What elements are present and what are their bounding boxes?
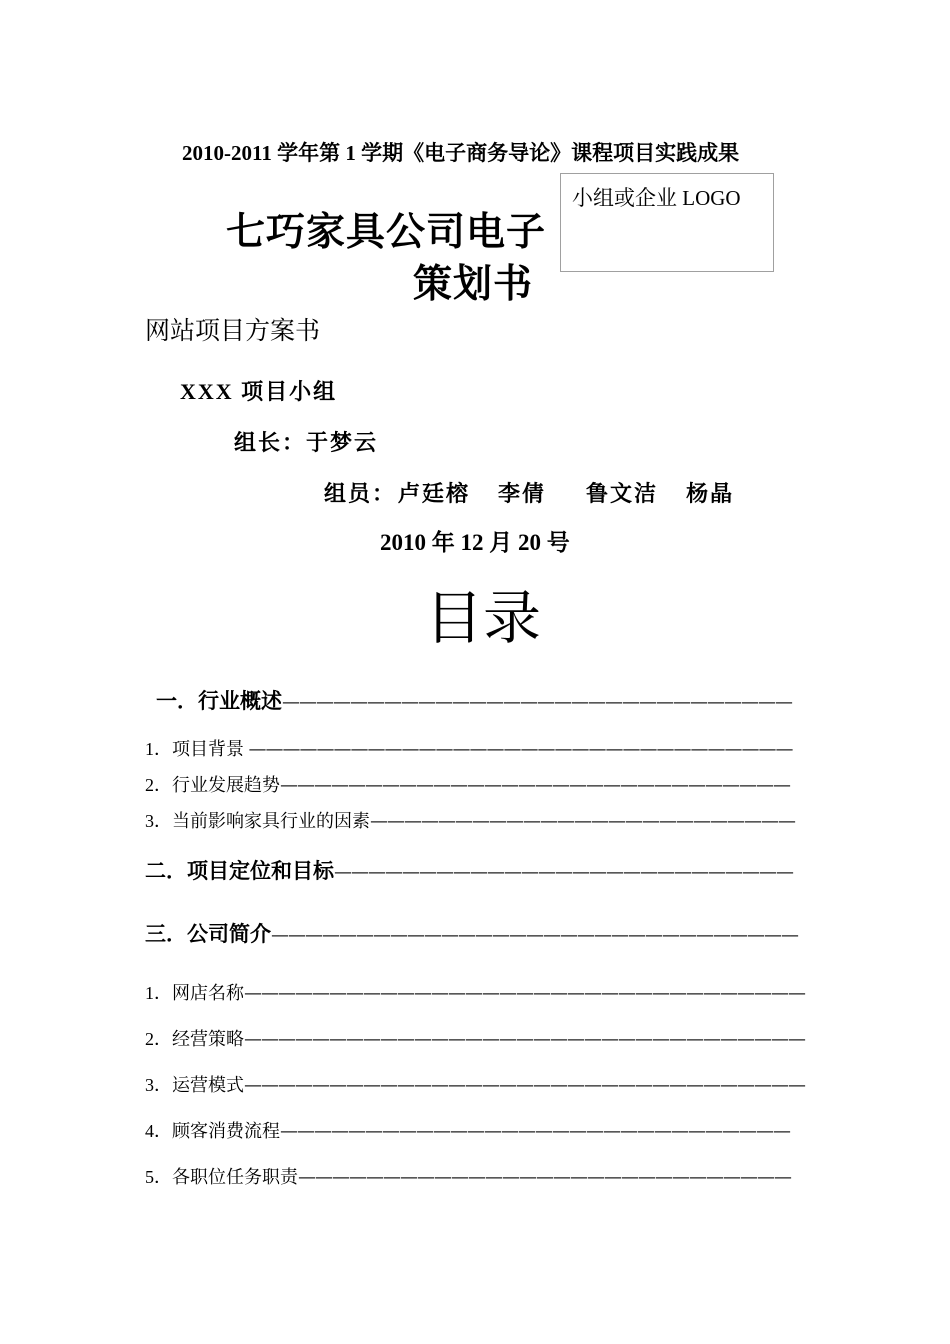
toc-item-leader: ——————————————————————————————: [280, 775, 790, 796]
logo-placeholder-box: [560, 173, 774, 272]
toc-item-label: 一．行业概述: [156, 689, 282, 713]
toc-item[interactable]: [156, 685, 792, 715]
document-subtitle: 网站项目方案书: [145, 316, 321, 345]
toc-section-leader: ———————————————————————————: [334, 862, 793, 883]
toc-item[interactable]: [145, 1163, 791, 1189]
toc-item-leader: ——————————————————————————————: [282, 692, 792, 713]
toc-item-label: 1．网店名称: [145, 983, 244, 1003]
member-name: 杨晶: [686, 481, 735, 506]
course-heading: 2010-2011 学年第 1 学期《电子商务导论》课程项目实践成果: [182, 141, 740, 165]
document-title-line-1: 七巧家具公司电子: [226, 210, 547, 255]
toc-item-leader: —————————————————————————————: [298, 1167, 791, 1188]
toc-item-label: 3．当前影响家具行业的因素: [145, 811, 370, 831]
toc-item-leader: —————————————————————————————————: [244, 1075, 805, 1096]
toc-item-leader: ——————————————————————————————: [280, 1121, 790, 1142]
toc-item-label: 1．项目背景: [145, 739, 249, 759]
toc-item-leader: —————————————————————————: [370, 811, 795, 832]
member-name: 李倩: [498, 481, 547, 506]
toc-item-label: 5．各职位任务职责: [145, 1167, 298, 1187]
toc-item-label: 2．行业发展趋势: [145, 775, 280, 795]
document-title-line-2: 策划书: [413, 262, 534, 307]
toc-item-label: 3．运营模式: [145, 1075, 244, 1095]
group-members: [324, 477, 734, 508]
document-date: 2010 年 12 月 20 号: [380, 530, 570, 555]
toc-item-label: 2．经营策略: [145, 1029, 244, 1049]
member-name: 卢廷榕: [398, 481, 471, 506]
members-label: 组员：: [324, 481, 397, 506]
toc-item[interactable]: [145, 807, 795, 833]
member-name: 鲁文洁: [586, 481, 659, 506]
toc-item[interactable]: [145, 735, 793, 761]
toc-item[interactable]: [145, 1071, 805, 1097]
toc-item-leader: —————————————————————————————————: [244, 983, 805, 1004]
toc-item[interactable]: [145, 979, 805, 1005]
toc-section-label: 二．项目定位和目标: [145, 859, 334, 883]
toc-title: 目录: [425, 584, 542, 652]
toc-section-label: 三．公司简介: [145, 922, 271, 946]
toc-section[interactable]: [145, 918, 798, 948]
toc-section[interactable]: [145, 855, 793, 885]
toc-item-leader: ————————————————————————————————: [248, 739, 793, 760]
toc-item[interactable]: [145, 771, 790, 797]
project-group-name: XXX 项目小组: [180, 379, 338, 404]
toc-item[interactable]: [145, 1117, 790, 1143]
toc-item[interactable]: [145, 1025, 805, 1051]
toc-section-leader: ———————————————————————————————: [271, 925, 798, 946]
group-leader: 组长：于梦云: [234, 430, 379, 455]
toc-item-label: 4．顾客消费流程: [145, 1121, 280, 1141]
logo-placeholder-label: 小组或企业 LOGO: [572, 186, 741, 210]
toc-item-leader: —————————————————————————————————: [244, 1029, 805, 1050]
